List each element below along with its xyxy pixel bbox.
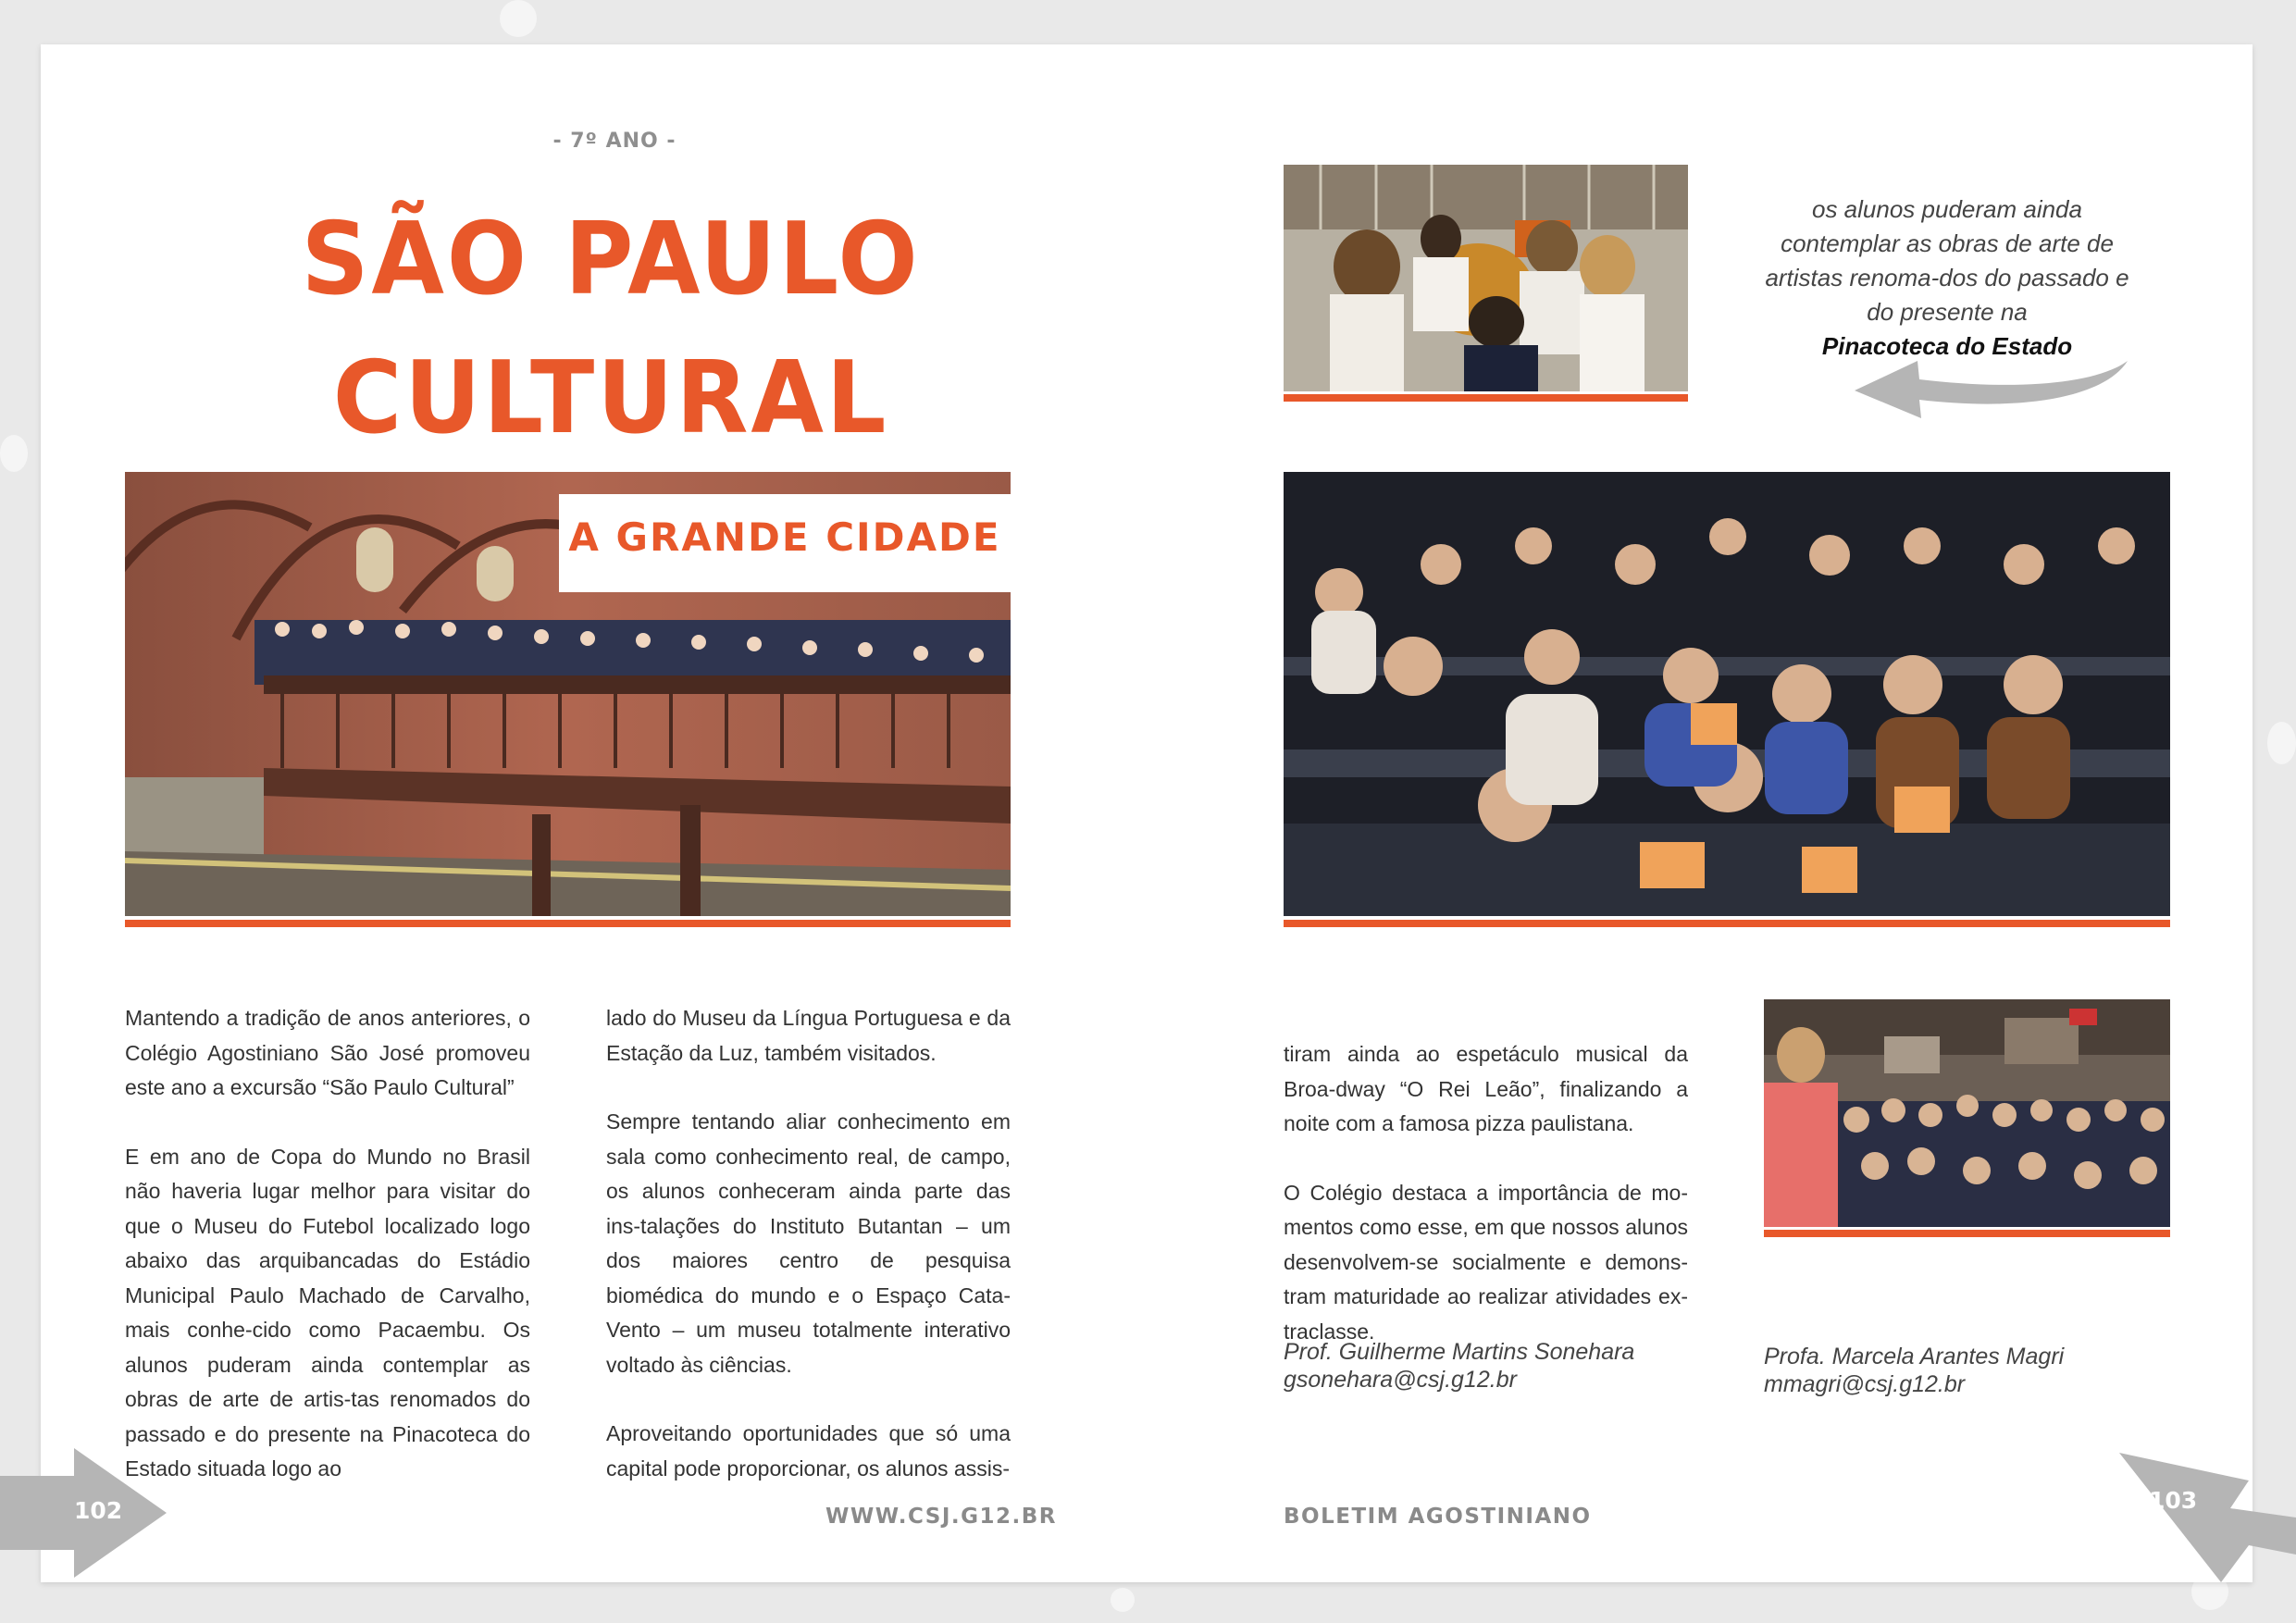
paragraph: tiram ainda ao espetáculo musical da Broa-dway “O Rei Leão”, finalizando a noite com a famosa pizza paulistana. bbox=[1284, 1042, 1688, 1135]
photo-caption bbox=[1764, 192, 2130, 364]
signature-email: mmagri@csj.g12.br bbox=[1764, 1371, 1966, 1397]
photo-underline bbox=[1284, 920, 2170, 927]
footer-publication: BOLETIM AGOSTINIANO bbox=[1284, 1505, 1592, 1529]
photo-pinacoteca bbox=[1284, 165, 1688, 391]
left-column-2 bbox=[606, 1001, 1011, 1520]
background-bubble bbox=[1111, 1588, 1135, 1612]
group-illustration bbox=[1764, 999, 2170, 1227]
caption-text: os alunos puderam ainda contemplar as obras de arte de artistas renoma-dos do passado e do presente na bbox=[1765, 195, 2129, 326]
signature-name: Profa. Marcela Arantes Magri bbox=[1764, 1344, 2065, 1369]
theater-illustration bbox=[1284, 472, 2170, 916]
title-line-1: SÃO PAULO bbox=[301, 202, 921, 317]
photo-underline bbox=[1764, 1230, 2170, 1237]
paragraph: Aproveitando oportunidades que só uma capital pode proporcionar, os alunos assis- bbox=[606, 1421, 1011, 1481]
paragraph: Mantendo a tradição de anos anteriores, o Colégio Agostiniano São José promoveu este ano a excursão “São Paulo Cultural” bbox=[125, 1006, 530, 1099]
paragraph: E em ano de Copa do Mundo no Brasil não haveria lugar melhor para visitar do que o Museu do Futebol localizado logo abaixo das arquibancadas do Estádio Municipal Paulo Machado de Carvalho, mais conhe-cido como Pacaembu. Os alunos puderam ainda contemplar as obras de arte de artis-tas renomados do passado e do presente na Pinacoteca do Estado situada logo ao bbox=[125, 1144, 530, 1481]
signature-name: Prof. Guilherme Martins Sonehara bbox=[1284, 1339, 1635, 1365]
signature-block-2 bbox=[1764, 1343, 2170, 1398]
photo-underline bbox=[1284, 394, 1688, 402]
background-bubble bbox=[500, 0, 537, 37]
title-line-2: CULTURAL bbox=[332, 341, 889, 456]
paragraph: Sempre tentando aliar conhecimento em sala como conhecimento real, de campo, os alunos conheceram ainda parte das ins-talações do Instituto Butantan – um dos maiores centro de pesquisa biomédica do mundo e o Espaço Cata-Vento – um museu totalmente interativo voltado às ciências. bbox=[606, 1109, 1011, 1377]
background-bubble bbox=[0, 435, 28, 472]
paragraph: O Colégio destaca a importância de mo-mentos como esse, em que nossos alunos desenvolvem-se socialmente e demons-tram maturidade ao realizar atividades ex-traclasse. bbox=[1284, 1180, 1688, 1344]
article-title bbox=[193, 191, 1028, 468]
signature-block-1 bbox=[1284, 1338, 1688, 1394]
caption-bold: Pinacoteca do Estado bbox=[1821, 332, 2073, 360]
page-number-left[interactable]: 102 bbox=[74, 1497, 123, 1524]
grade-kicker: - 7º ANO - bbox=[552, 130, 676, 153]
photo-group-listening bbox=[1764, 999, 2170, 1227]
left-column-1 bbox=[125, 1001, 530, 1521]
footer-website: WWW.CSJ.G12.BR bbox=[825, 1505, 1058, 1529]
pinacoteca-illustration bbox=[1284, 165, 1688, 391]
page-number-right[interactable]: 103 bbox=[2149, 1487, 2198, 1514]
page-arrow-right-icon bbox=[2119, 1453, 2296, 1592]
right-column-1 bbox=[1284, 1037, 1688, 1383]
photo-label: A GRANDE CIDADE bbox=[568, 514, 1001, 560]
magazine-spread bbox=[41, 44, 2253, 1582]
signature-email: gsonehara@csj.g12.br bbox=[1284, 1367, 1517, 1393]
background-bubble bbox=[2267, 722, 2296, 764]
curved-arrow-icon bbox=[1845, 342, 2141, 444]
photo-underline bbox=[125, 920, 1011, 927]
photo-theater-audience bbox=[1284, 472, 2170, 916]
paragraph: lado do Museu da Língua Portuguesa e da Estação da Luz, também visitados. bbox=[606, 1006, 1011, 1065]
